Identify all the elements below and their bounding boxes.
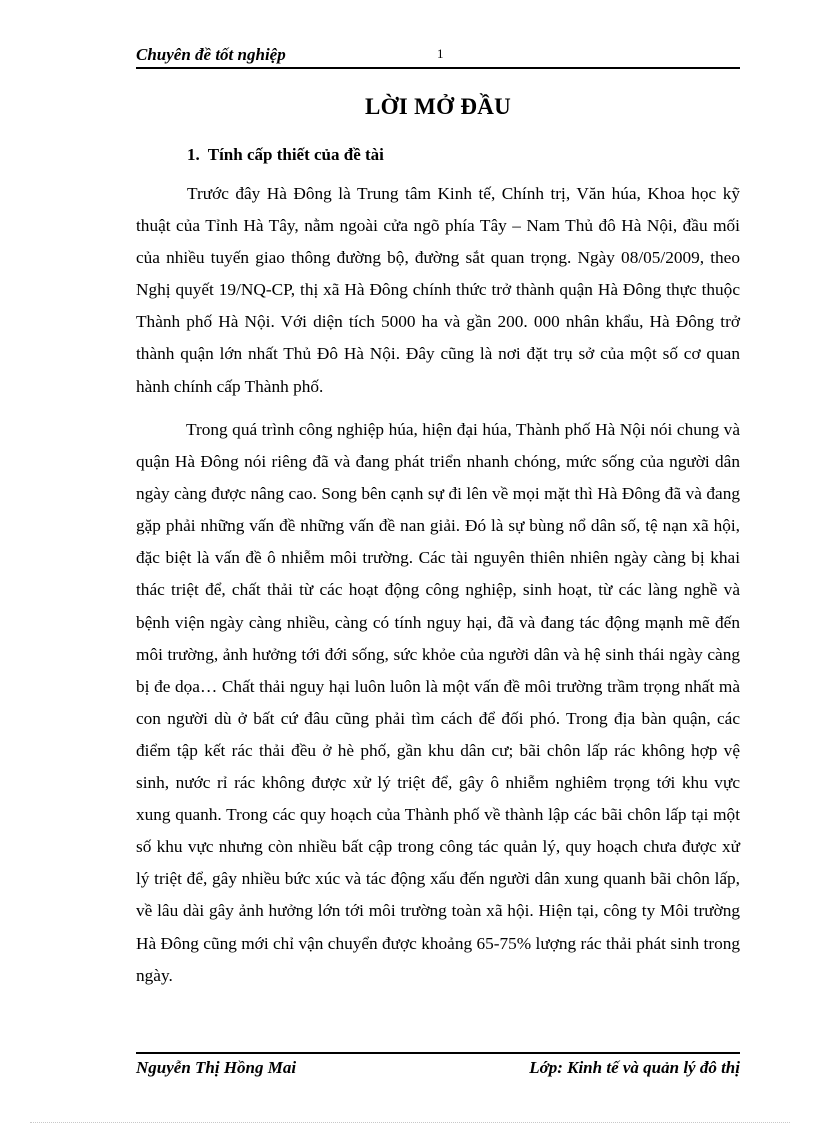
paragraph-2 (136, 414, 740, 992)
paragraph-text: Trong quá trình công nghiệp húa, hiện đại húa, Thành phố Hà Nội nói chung và quận Hà Đông nói riêng đã và đang phát triển nhanh chóng, mức sống của người dân ngày càng được nâng cao. Song bên cạnh sự đi lên về mọi mặt thì Hà Đông đã và đang gặp phải những vấn đề những vấn đề nan giải. Đó là sự bùng nổ dân số, tệ nạn xã hội, đặc biệt là vấn đề ô nhiễm môi trường. Các tài nguyên thiên nhiên ngày càng bị khai thác triệt để, chất thải từ các hoạt động công nghiệp, sinh hoạt, từ các làng nghề và bệnh viện ngày càng nhiều, càng có tính nguy hại, đã và đang tác động mạnh mẽ đến môi trường, ảnh hưởng tới đới sống, sức khỏe của người dân và hệ sinh thái ngày càng bị đe dọa… Chất thải nguy hại luôn luôn là một vấn đề môi trường trầm trọng nhất mà con người dù ở bất cứ đâu cũng phải tìm cách để đối phó. Trong địa bàn quận, các điểm tập kết rác thải đều ở hè phố, gần khu dân cư; bãi chôn lấp rác không hợp vệ sinh, nước rỉ rác không được xử lý triệt để, gây ô nhiễm nghiêm trọng tới khu vực xung quanh. Trong các quy hoạch của Thành phố về thành lập các bãi chôn lấp tại một số khu vực nhưng còn nhiều bất cập trong công tác quản lý, quy hoạch chưa được xử lý triệt để, gây nhiều bức xúc và tác động xấu đến người dân xung quanh bãi chôn lấp, về lâu dài gây ảnh hưởng lớn tới môi trường toàn xã hội. Hiện tại, công ty Môi trường Hà Đông cũng mới chỉ vận chuyển được khoảng 65-75% lượng rác thải phát sinh trong ngày. (136, 420, 740, 985)
section-heading-text: Tính cấp thiết của đề tài (207, 145, 384, 164)
paragraph-text: Trước đây Hà Đông là Trung tâm Kinh tế, Chính trị, Văn húa, Khoa học kỹ thuật của Tỉnh Hà Tây, nằm ngoài cửa ngõ phía Tây – Nam Thủ đô Hà Nội, đầu mối của nhiều tuyến giao thông đường bộ, đường sắt quan trọng. Ngày 08/05/2009, theo Nghị quyết 19/NQ-CP, thị xã Hà Đông chính thức trở thành quận Hà Đông thực thuộc Thành phố Hà Nội. Với diện tích 5000 ha và gần 200. 000 nhân khẩu, Hà Đông trở thành quận lớn nhất Thủ Đô Hà Nội. Đây cũng là nơi đặt trụ sở của một số cơ quan hành chính cấp Thành phố. (136, 184, 740, 396)
footer-divider (136, 1052, 740, 1054)
page-number: 1 (437, 46, 444, 61)
header-title: Chuyên đề tốt nghiệp (136, 45, 286, 64)
section-heading (187, 145, 384, 165)
footer-class: Lớp: Kinh tế và quản lý đô thị (529, 1058, 740, 1077)
section-number: 1. (187, 145, 200, 164)
footer-author: Nguyễn Thị Hồng Mai (136, 1058, 297, 1077)
page-title: LỜI MỞ ĐẦU (364, 94, 512, 119)
paragraph-1 (136, 178, 740, 403)
header-divider (136, 67, 740, 69)
